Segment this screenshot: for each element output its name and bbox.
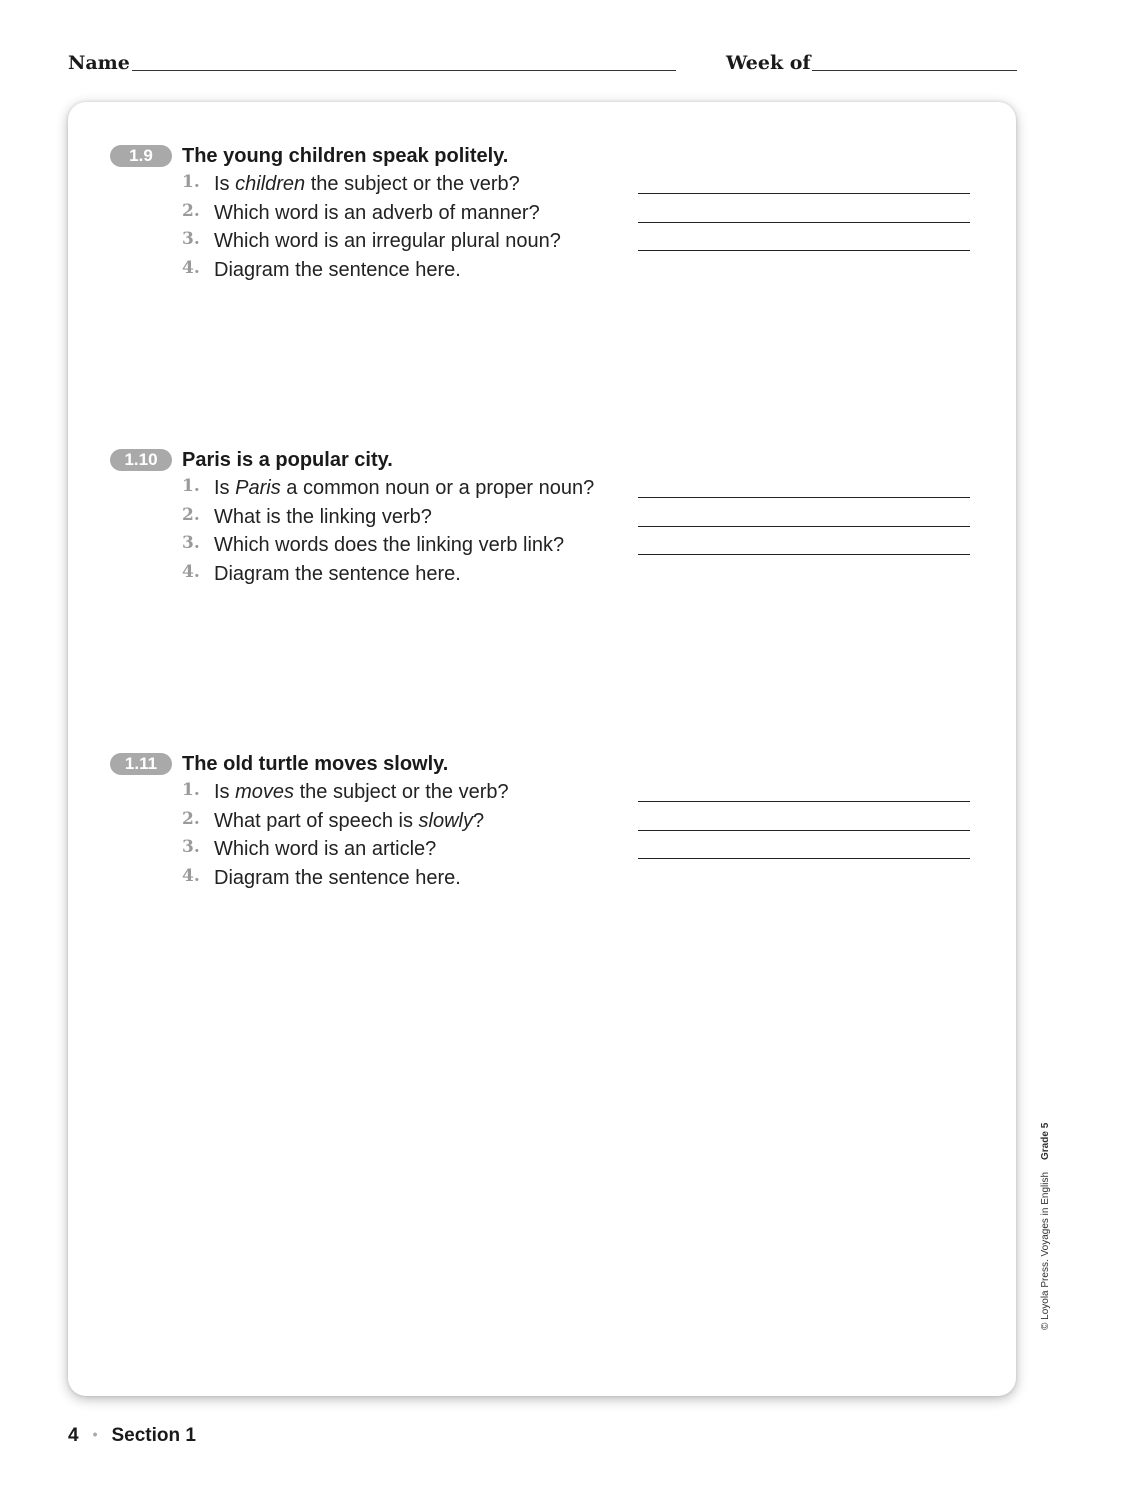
question-number: 1. <box>182 172 200 192</box>
exercise-badge: 1.10 <box>110 449 172 471</box>
question-number: 1. <box>182 476 200 496</box>
question-number: 2. <box>182 808 200 829</box>
question-number: 4. <box>182 561 200 582</box>
question-row <box>110 170 990 199</box>
copyright-text: © Loyola Press. Voyages in English <box>1040 1171 1051 1330</box>
worksheet-header <box>68 52 1018 76</box>
name-label: Name <box>68 52 130 74</box>
question-text: Diagram the sentence here. <box>214 562 461 585</box>
answer-line[interactable] <box>638 526 970 527</box>
question-row <box>110 503 990 532</box>
page-number: 4 <box>68 1425 79 1446</box>
footer-separator: • <box>92 1426 98 1442</box>
question-row <box>110 199 990 228</box>
answer-line[interactable] <box>638 497 970 498</box>
question-number: 4. <box>182 257 200 278</box>
exercise-sentence: Paris is a popular city. <box>182 449 393 471</box>
exercise-sentence: The young children speak politely. <box>182 145 509 167</box>
question-text: Which word is an article? <box>214 838 437 860</box>
question-number: 2. <box>182 200 200 221</box>
name-field[interactable] <box>132 70 676 71</box>
question-text: Which word is an adverb of manner? <box>214 201 540 224</box>
question-number: 3. <box>182 837 200 857</box>
question-number: 4. <box>182 865 200 886</box>
question-number: 2. <box>182 504 200 525</box>
exercise-badge: 1.9 <box>110 145 172 167</box>
question-number: 3. <box>182 229 200 249</box>
answer-line[interactable] <box>638 193 970 194</box>
question-text: What is the linking verb? <box>214 505 432 528</box>
exercise-sentence: The old turtle moves slowly. <box>182 753 449 775</box>
answer-line[interactable] <box>638 250 970 251</box>
question-text: Is moves the subject or the verb? <box>214 781 509 803</box>
question-row <box>110 835 990 864</box>
answer-line[interactable] <box>638 801 970 802</box>
exercise-card <box>68 102 1016 1396</box>
question-row <box>110 227 990 256</box>
question-row <box>110 474 990 503</box>
question-row <box>110 864 990 893</box>
exercise-1-10 <box>110 446 990 588</box>
exercise-1-11 <box>110 750 990 892</box>
section-label: Section 1 <box>111 1425 196 1446</box>
question-text: Which words does the linking verb link? <box>214 534 565 556</box>
copyright-note <box>1038 1100 1054 1330</box>
answer-line[interactable] <box>638 222 970 223</box>
exercise-badge: 1.11 <box>110 753 172 775</box>
question-row <box>110 807 990 836</box>
question-row <box>110 778 990 807</box>
week-of-label: Week of <box>726 52 811 74</box>
question-row <box>110 531 990 560</box>
grade-label: Grade 5 <box>1040 1122 1051 1160</box>
question-number: 3. <box>182 533 200 553</box>
answer-line[interactable] <box>638 830 970 831</box>
question-row <box>110 256 990 285</box>
question-text: What part of speech is slowly? <box>214 809 485 832</box>
week-of-field[interactable] <box>812 70 1017 71</box>
question-row <box>110 560 990 589</box>
question-text: Is Paris a common noun or a proper noun? <box>214 477 595 499</box>
page-footer <box>68 1425 196 1447</box>
answer-line[interactable] <box>638 554 970 555</box>
question-text: Which word is an irregular plural noun? <box>214 230 561 252</box>
exercise-1-9 <box>110 142 990 284</box>
answer-line[interactable] <box>638 858 970 859</box>
question-text: Diagram the sentence here. <box>214 258 461 281</box>
question-number: 1. <box>182 780 200 800</box>
question-text: Diagram the sentence here. <box>214 866 461 889</box>
question-text: Is children the subject or the verb? <box>214 173 520 195</box>
